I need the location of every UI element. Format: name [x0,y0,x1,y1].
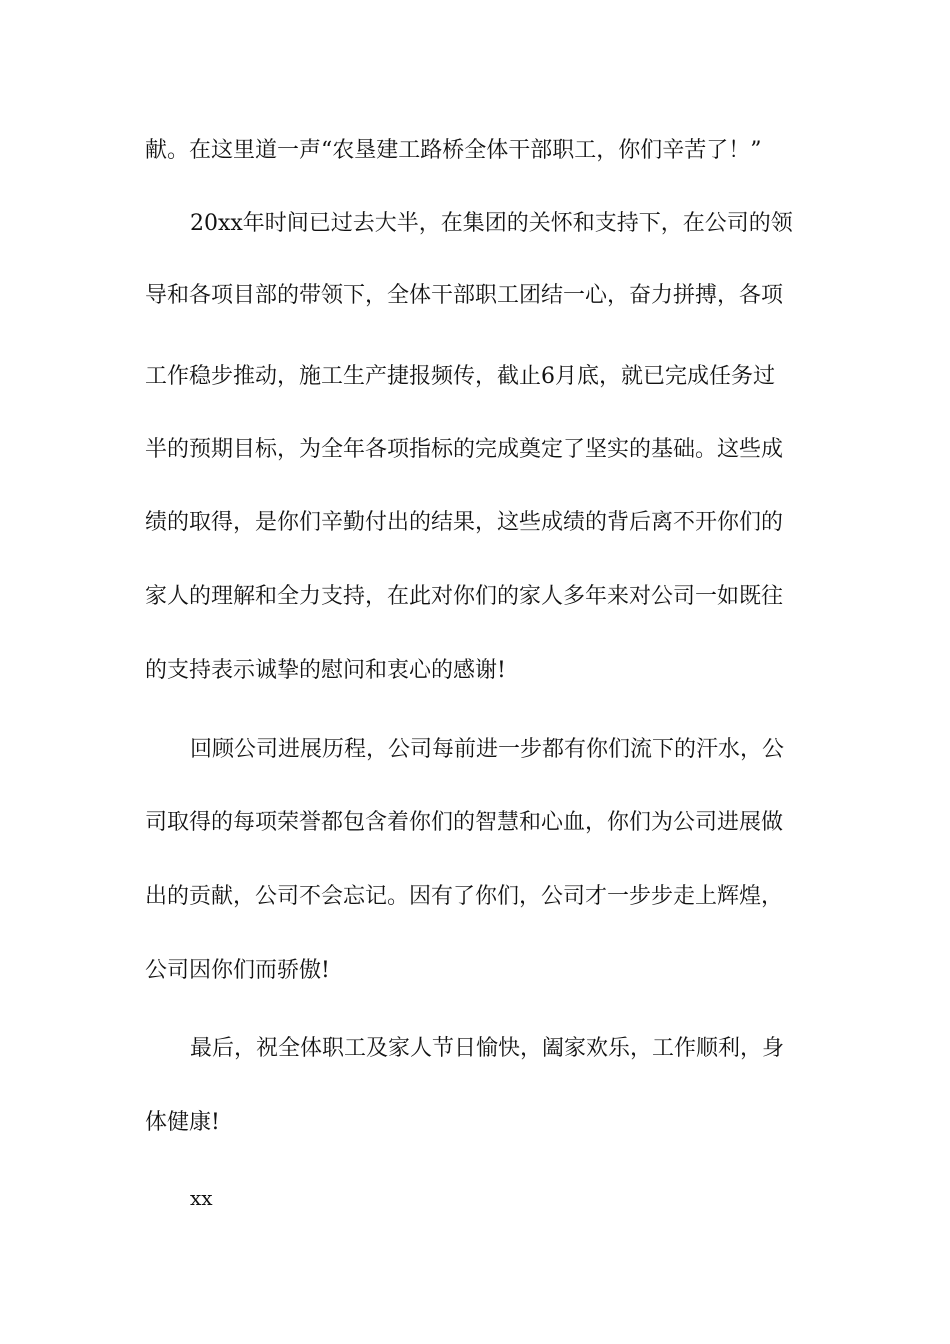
paragraph-line: 半的预期目标，为全年各项指标的完成奠定了坚实的基础。这些成 [145,437,784,462]
paragraph-line: 体健康! [145,1110,220,1135]
paragraph-line: 工作稳步推动，施工生产捷报频传，截止6月底，就已完成任务过 [145,364,775,389]
paragraph-line: 导和各项目部的带领下，全体干部职工团结一心，奋力拼搏，各项 [145,283,784,308]
paragraph-line: 家人的理解和全力支持，在此对你们的家人多年来对公司一如既往 [145,584,784,609]
paragraph-line: 回顾公司进展历程，公司每前进一步都有你们流下的汗水，公 [190,737,785,762]
paragraph-line: 绩的取得，是你们辛勤付出的结果，这些成绩的背后离不开你们的 [145,510,784,535]
signature-line: xx [190,1186,213,1210]
paragraph-line: 公司因你们而骄傲! [145,958,330,983]
paragraph-line: 出的贡献，公司不会忘记。因有了你们，公司才一步步走上辉煌， [145,884,784,909]
paragraph-line: 20xx年时间已过去大半，在集团的关怀和支持下，在公司的领 [190,211,793,236]
paragraph-line: 的支持表示诚挚的慰问和衷心的感谢! [145,658,506,683]
paragraph-line: 献。在这里道一声“农垦建工路桥全体干部职工，你们辛苦了！” [145,138,762,163]
paragraph-line: 最后，祝全体职工及家人节日愉快，阖家欢乐，工作顺利，身 [190,1036,785,1061]
paragraph-line: 司取得的每项荣誉都包含着你们的智慧和心血，你们为公司进展做 [145,810,784,835]
